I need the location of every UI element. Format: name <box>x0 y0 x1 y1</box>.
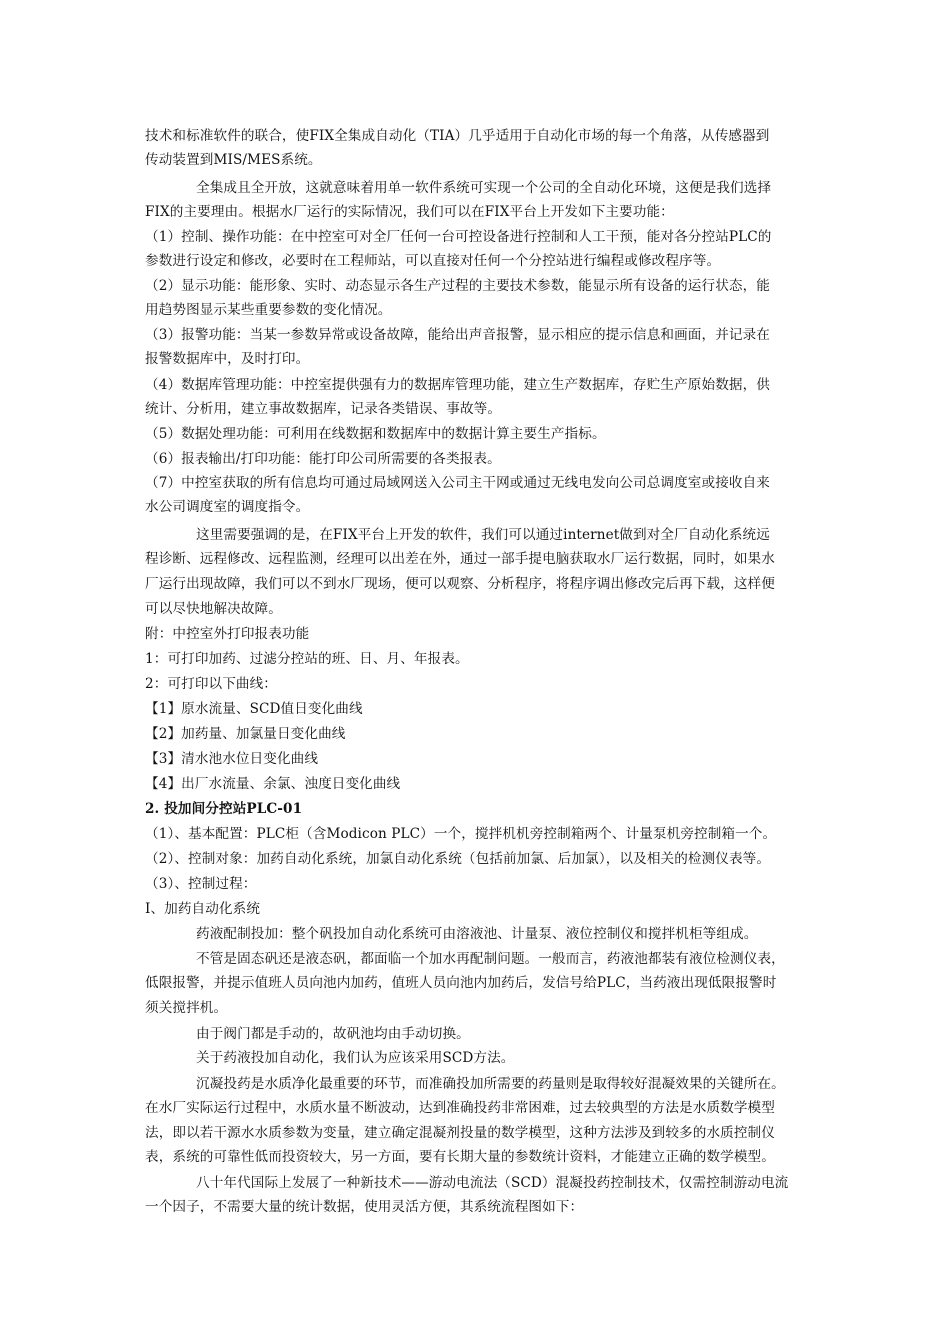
list-item: （3）、控制过程： <box>145 876 257 892</box>
paragraph-line: 关于药液投加自动化，我们认为应该采用SCD方法。 <box>196 1050 515 1066</box>
list-item: （2）显示功能：能形象、实时、动态显示各生产过程的主要技术参数，能显示所有设备的运行状态，能 <box>145 278 770 294</box>
list-item: （2）、控制对象：加药自动化系统，加氯自动化系统（包括前加氯、后加氯），以及相关的检测仪表等。 <box>145 851 771 867</box>
paragraph-line: 八十年代国际上发展了一种新技术——游动电流法（SCD）混凝投药控制技术，仅需控制游动电流 <box>196 1175 789 1191</box>
subsection-heading: Ⅰ、加药自动化系统 <box>145 901 261 917</box>
paragraph-line: 可以尽快地解决故障。 <box>145 601 282 617</box>
list-item: 2：可打印以下曲线： <box>145 676 277 692</box>
paragraph-line: 报警数据库中，及时打印。 <box>145 351 310 367</box>
list-item: （6）报表输出/打印功能：能打印公司所需要的各类报表。 <box>145 451 501 467</box>
list-item: 【3】清水池水位日变化曲线 <box>145 751 319 767</box>
paragraph-line: 统计、分析用，建立事故数据库，记录各类错误、事故等。 <box>145 401 502 417</box>
paragraph-line: 在水厂实际运行过程中，水质水量不断波动，达到准确投药非常困难，过去较典型的方法是水质数学模型 <box>145 1100 775 1116</box>
paragraph-line: 参数进行设定和修改，必要时在工程师站，可以直接对任何一个分控站进行编程或修改程序等。 <box>145 253 721 269</box>
paragraph-line: 须关搅拌机。 <box>145 1000 228 1016</box>
paragraph-line: 不管是固态矾还是液态矾，都面临一个加水再配制问题。一般而言，药液池都装有液位检测仪表， <box>196 951 785 967</box>
paragraph-line: 程诊断、远程修改、远程监测，经理可以出差在外，通过一部手提电脑获取水厂运行数据，同时，如果水 <box>145 551 775 567</box>
paragraph-line: FIX的主要理由。根据水厂运行的实际情况，我们可以在FIX平台上开发如下主要功能： <box>145 204 674 220</box>
section-heading: 2. 投加间分控站PLC-01 <box>145 801 303 817</box>
list-item: （1）控制、操作功能：在中控室可对全厂任何一台可控设备进行控制和人工干预，能对各分控站PLC的 <box>145 229 772 245</box>
paragraph-line: 传动装置到MIS/MES系统。 <box>145 152 322 168</box>
paragraph-line: 沉凝投药是水质净化最重要的环节，而准确投加所需要的药量则是取得较好混凝效果的关键所在。 <box>196 1076 785 1092</box>
paragraph-line: 由于阀门都是手动的，故矾池均由手动切换。 <box>196 1026 470 1042</box>
list-item: （3）报警功能：当某一参数异常或设备故障，能给出声音报警，显示相应的提示信息和画面，并记录在 <box>145 327 770 343</box>
paragraph-line: 水公司调度室的调度指令。 <box>145 499 310 515</box>
paragraph-line: 表，系统的可靠性低而投资较大，另一方面，要有长期大量的参数统计资料，才能建立正确的数学模型。 <box>145 1149 775 1165</box>
paragraph-line: 法，即以若干源水水质参数为变量，建立确定混凝剂投量的数学模型，这种方法涉及到较多的水质控制仪 <box>145 1125 775 1141</box>
list-item: 1：可打印加药、过滤分控站的班、日、月、年报表。 <box>145 651 469 667</box>
paragraph-line: 药液配制投加：整个矾投加自动化系统可由溶液池、计量泵、液位控制仪和搅拌机柜等组成。 <box>196 926 758 942</box>
paragraph-line: 低限报警，并提示值班人员向池内加药，值班人员向池内加药后，发信号给PLC，当药液出现低限报警时 <box>145 975 777 991</box>
list-item: （7）中控室获取的所有信息均可通过局域网送入公司主干网或通过无线电发向公司总调度室或接收自来 <box>145 475 770 491</box>
paragraph-line: 用趋势图显示某些重要参数的变化情况。 <box>145 302 392 318</box>
paragraph-line: 这里需要强调的是，在FIX平台上开发的软件，我们可以通过internet做到对全厂自动化系统远 <box>196 527 770 543</box>
list-item: 【1】原水流量、SCD值日变化曲线 <box>145 701 363 717</box>
list-item: 【2】加药量、加氯量日变化曲线 <box>145 726 346 742</box>
list-item: （5）数据处理功能：可利用在线数据和数据库中的数据计算主要生产指标。 <box>145 426 606 442</box>
list-item: （1）、基本配置：PLC柜（含Modicon PLC）一个，搅拌机机旁控制箱两个、计量泵机旁控制箱一个。 <box>145 826 777 842</box>
paragraph-line: 全集成且全开放，这就意味着用单一软件系统可实现一个公司的全自动化环境，这便是我们选择 <box>196 180 772 196</box>
list-item: 【4】出厂水流量、余氯、浊度日变化曲线 <box>145 776 401 792</box>
paragraph-line: 技术和标准软件的联合，使FIX全集成自动化（TIA）几乎适用于自动化市场的每一个角落，从传感器到 <box>145 128 770 144</box>
list-item: （4）数据库管理功能：中控室提供强有力的数据库管理功能，建立生产数据库，存贮生产原始数据，供 <box>145 377 770 393</box>
appendix-heading: 附：中控室外打印报表功能 <box>145 626 310 642</box>
paragraph-line: 一个因子，不需要大量的统计数据，使用灵活方便，其系统流程图如下： <box>145 1199 584 1215</box>
paragraph-line: 厂运行出现故障，我们可以不到水厂现场，便可以观察、分析程序，将程序调出修改完后再下载，这样便 <box>145 576 775 592</box>
